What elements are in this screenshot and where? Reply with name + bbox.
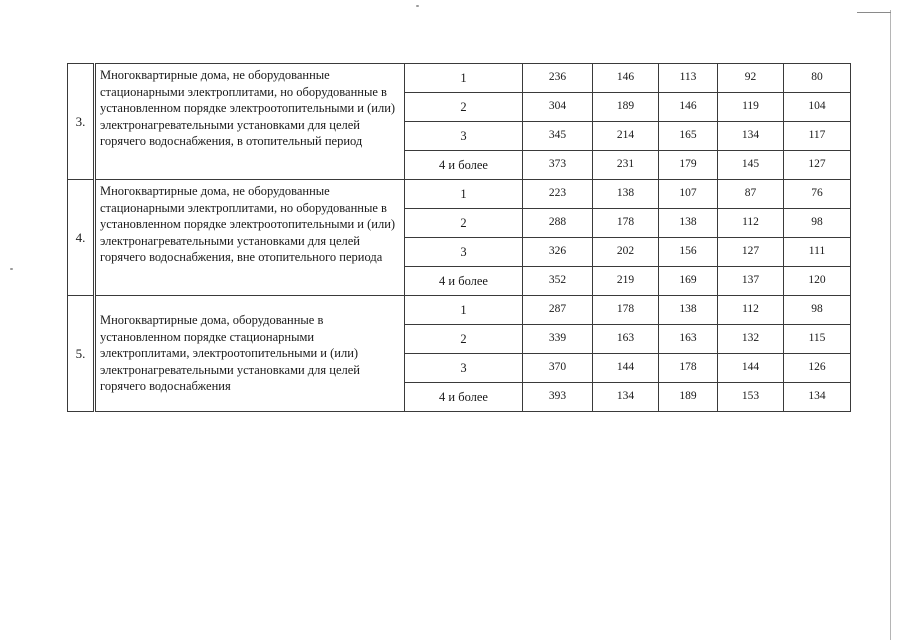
- norm-value-cell: 179: [659, 151, 718, 180]
- norm-value-cell: 178: [593, 209, 659, 238]
- norm-value-cell: 92: [718, 64, 784, 93]
- building-type-description: Многоквартирные дома, оборудованные в установленном порядке стационарными электроплитами, электроотопительными и (или) электронагревательными установками для целей горячего водоснабжения: [95, 296, 405, 412]
- persons-count-cell: 3: [405, 238, 523, 267]
- norm-value-cell: 393: [523, 383, 593, 412]
- norm-value-cell: 156: [659, 238, 718, 267]
- norm-value-cell: 163: [593, 325, 659, 354]
- norm-value-cell: 134: [784, 383, 851, 412]
- norm-value-cell: 304: [523, 93, 593, 122]
- persons-count-cell: 1: [405, 64, 523, 93]
- norm-value-cell: 98: [784, 296, 851, 325]
- norm-value-cell: 138: [593, 180, 659, 209]
- norm-value-cell: 80: [784, 64, 851, 93]
- norm-value-cell: 144: [718, 354, 784, 383]
- persons-count-cell: 3: [405, 354, 523, 383]
- norm-value-cell: 117: [784, 122, 851, 151]
- norm-value-cell: 214: [593, 122, 659, 151]
- norm-value-cell: 144: [593, 354, 659, 383]
- scan-speck: [10, 268, 13, 270]
- persons-count-cell: 4 и более: [405, 151, 523, 180]
- norm-value-cell: 112: [718, 209, 784, 238]
- norm-value-cell: 189: [659, 383, 718, 412]
- norm-value-cell: 146: [659, 93, 718, 122]
- norm-value-cell: 112: [718, 296, 784, 325]
- norm-value-cell: 373: [523, 151, 593, 180]
- norm-value-cell: 107: [659, 180, 718, 209]
- persons-count-cell: 1: [405, 180, 523, 209]
- norm-value-cell: 165: [659, 122, 718, 151]
- norm-value-cell: 137: [718, 267, 784, 296]
- scan-speck: [416, 5, 419, 7]
- norm-value-cell: 120: [784, 267, 851, 296]
- norm-value-cell: 138: [659, 296, 718, 325]
- norm-value-cell: 189: [593, 93, 659, 122]
- norm-value-cell: 134: [718, 122, 784, 151]
- norm-value-cell: 104: [784, 93, 851, 122]
- norm-value-cell: 134: [593, 383, 659, 412]
- table-row: [68, 64, 851, 93]
- norm-value-cell: 113: [659, 64, 718, 93]
- norm-value-cell: 231: [593, 151, 659, 180]
- norm-value-cell: 145: [718, 151, 784, 180]
- persons-count-cell: 1: [405, 296, 523, 325]
- norm-value-cell: 326: [523, 238, 593, 267]
- row-number: 4.: [68, 180, 95, 296]
- norm-value-cell: 169: [659, 267, 718, 296]
- norm-value-cell: 370: [523, 354, 593, 383]
- table-row: [68, 296, 851, 325]
- norm-value-cell: 87: [718, 180, 784, 209]
- building-type-description: Многоквартирные дома, не оборудованные стационарными электроплитами, но оборудованные в установленном порядке электроотопительными и (или) электронагревательными установками для целей горячего водоснабжения, вне отопительного периода: [95, 180, 405, 296]
- norm-value-cell: 352: [523, 267, 593, 296]
- norm-value-cell: 111: [784, 238, 851, 267]
- norm-value-cell: 119: [718, 93, 784, 122]
- persons-count-cell: 4 и более: [405, 383, 523, 412]
- norm-value-cell: 153: [718, 383, 784, 412]
- norm-value-cell: 126: [784, 354, 851, 383]
- norm-value-cell: 98: [784, 209, 851, 238]
- norm-value-cell: 115: [784, 325, 851, 354]
- norm-value-cell: 146: [593, 64, 659, 93]
- persons-count-cell: 4 и более: [405, 267, 523, 296]
- norm-value-cell: 288: [523, 209, 593, 238]
- norm-value-cell: 127: [718, 238, 784, 267]
- norm-value-cell: 76: [784, 180, 851, 209]
- building-type-description: Многоквартирные дома, не оборудованные стационарными электроплитами, но оборудованные в установленном порядке электроотопительными и (или) электронагревательными установками для целей горячего водоснабжения, в отопительный период: [95, 64, 405, 180]
- norm-value-cell: 127: [784, 151, 851, 180]
- norm-value-cell: 202: [593, 238, 659, 267]
- norm-value-cell: 138: [659, 209, 718, 238]
- persons-count-cell: 3: [405, 122, 523, 151]
- scan-page-edge: [890, 10, 891, 640]
- norm-value-cell: 345: [523, 122, 593, 151]
- consumption-norms-table: [67, 63, 851, 412]
- persons-count-cell: 2: [405, 93, 523, 122]
- scan-corner-mark: [857, 12, 891, 13]
- norm-value-cell: 178: [593, 296, 659, 325]
- row-number: 3.: [68, 64, 95, 180]
- persons-count-cell: 2: [405, 209, 523, 238]
- norm-value-cell: 219: [593, 267, 659, 296]
- norm-value-cell: 339: [523, 325, 593, 354]
- norm-value-cell: 178: [659, 354, 718, 383]
- table-row: [68, 180, 851, 209]
- norm-value-cell: 132: [718, 325, 784, 354]
- row-number: 5.: [68, 296, 95, 412]
- norm-value-cell: 223: [523, 180, 593, 209]
- table-body: [68, 64, 851, 412]
- norm-value-cell: 236: [523, 64, 593, 93]
- norm-value-cell: 287: [523, 296, 593, 325]
- persons-count-cell: 2: [405, 325, 523, 354]
- norm-value-cell: 163: [659, 325, 718, 354]
